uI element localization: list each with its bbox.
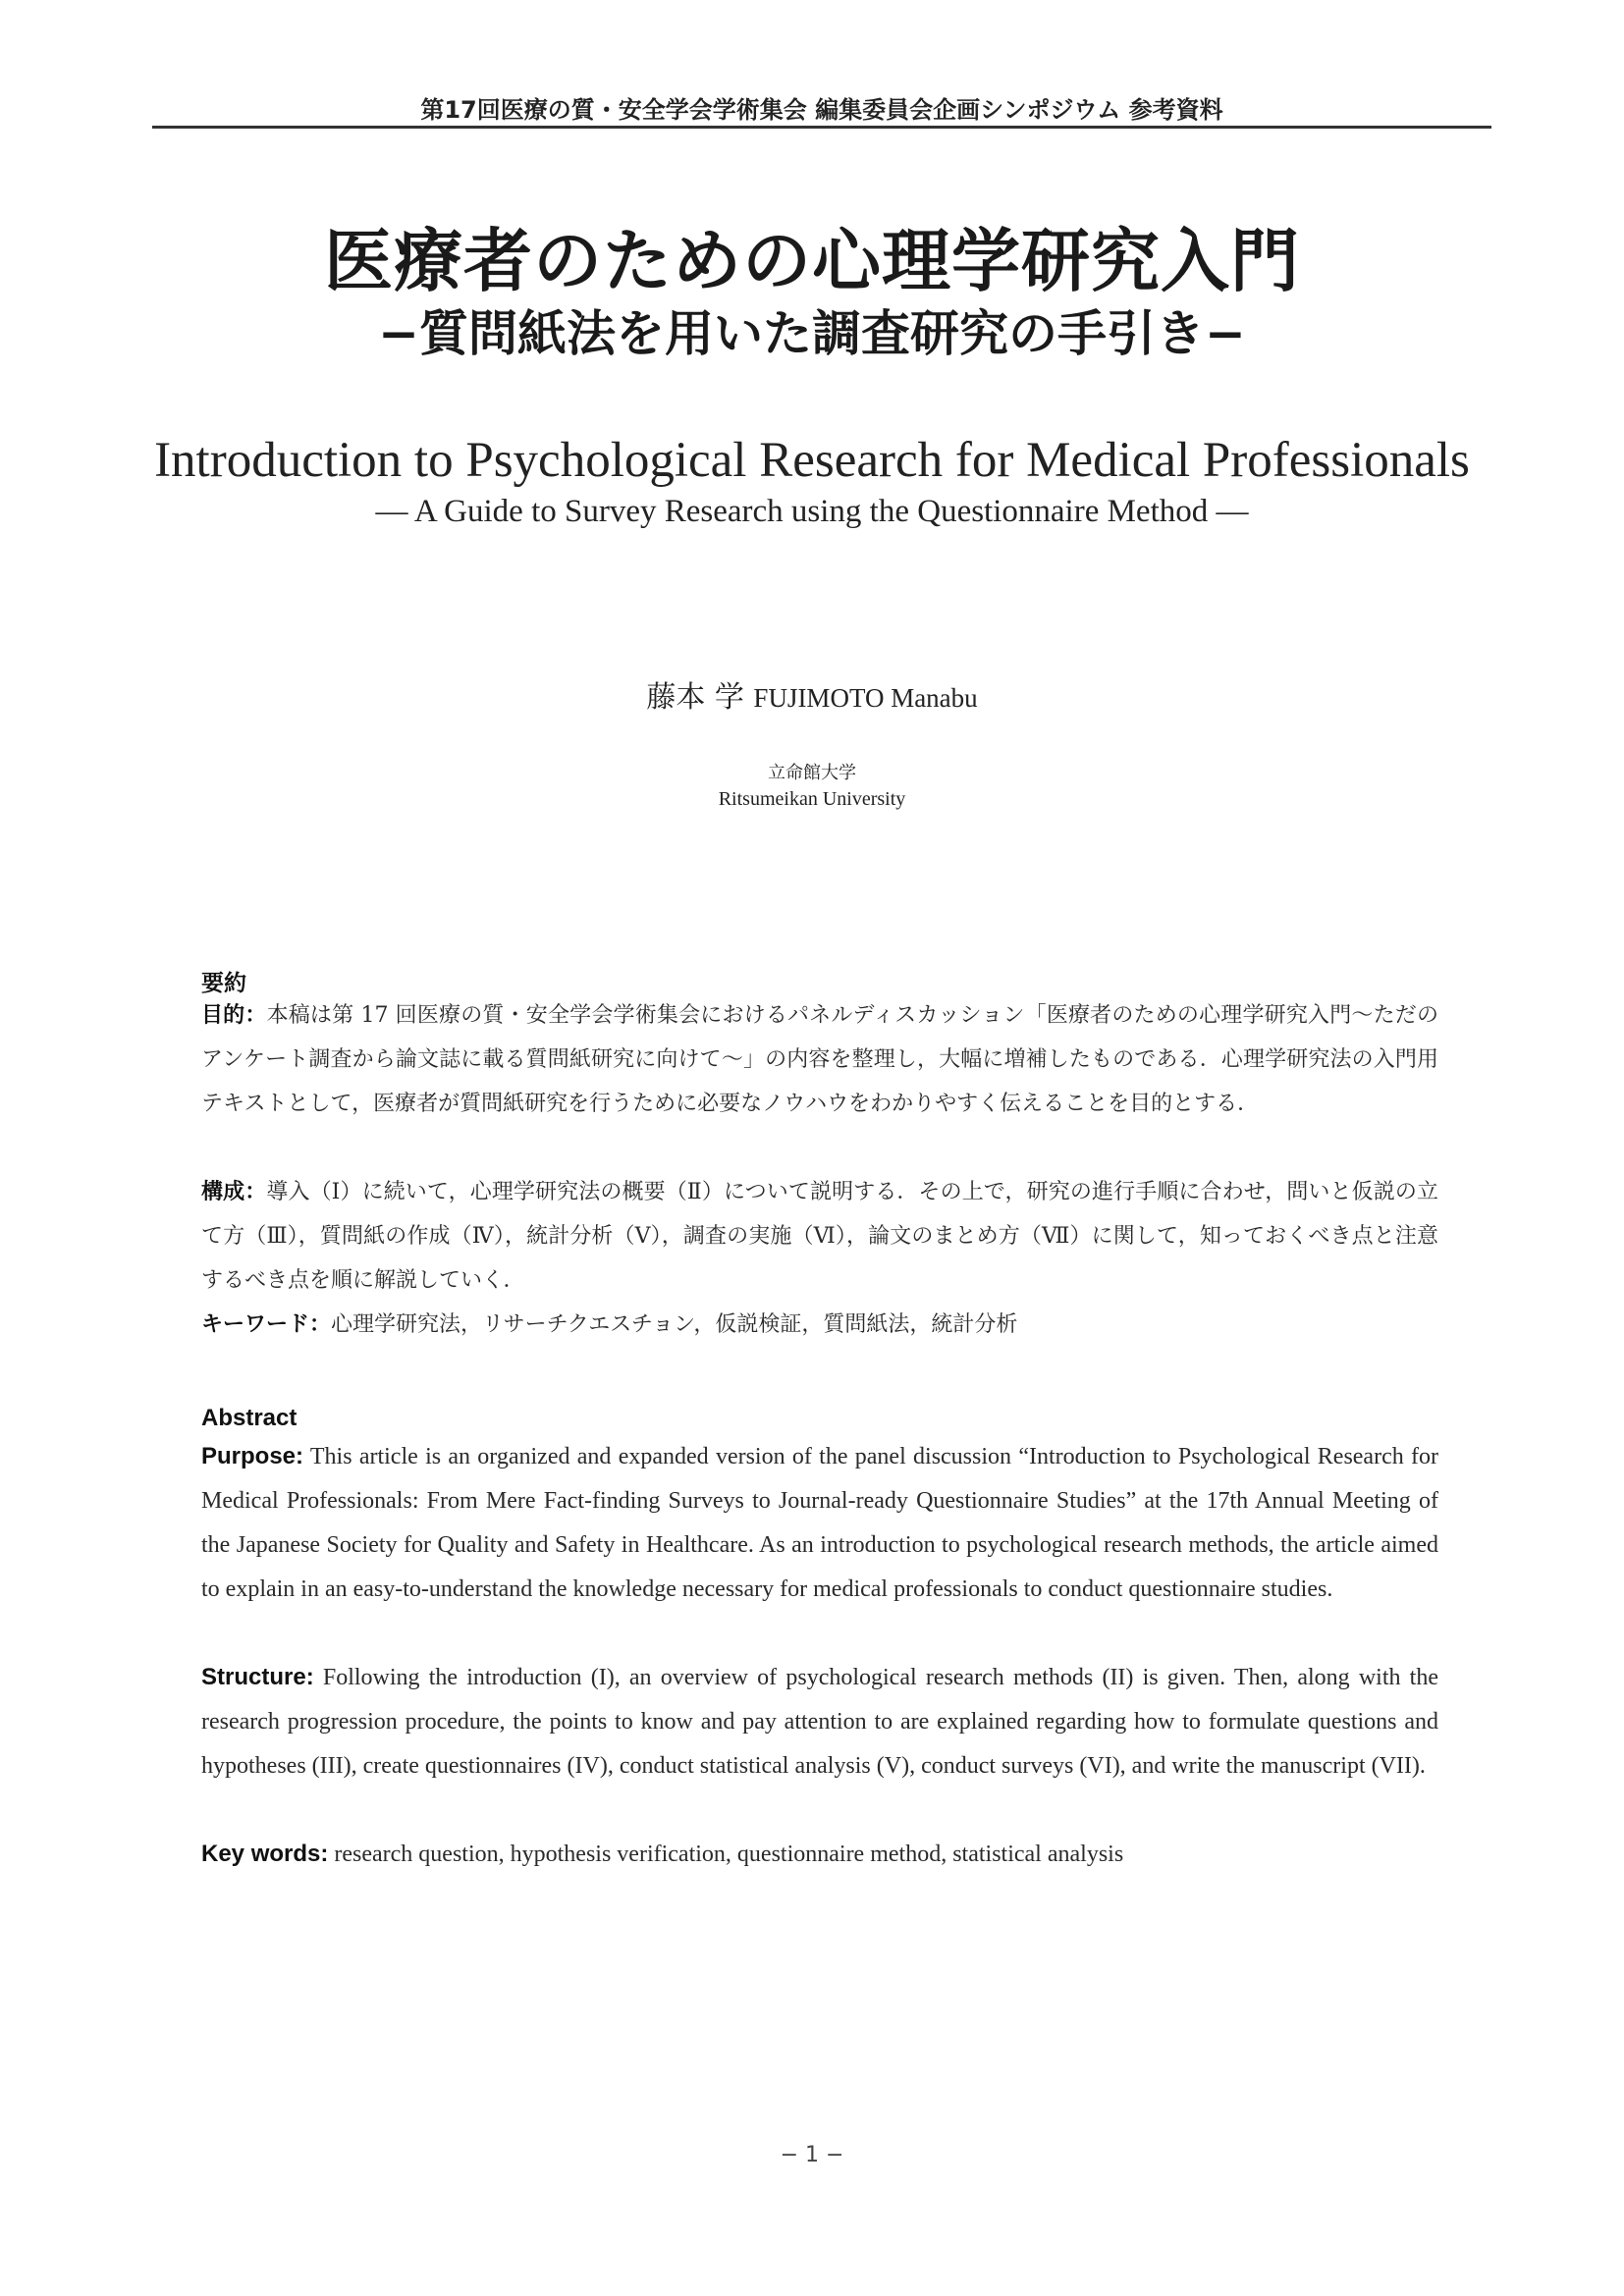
title-english: Introduction to Psychological Research for Medical Professionals [154, 433, 1470, 488]
header-rule [152, 126, 1491, 129]
affiliation-ja: 立命館大学 [768, 763, 856, 783]
summary-purpose-label: 目的： [201, 1003, 267, 1028]
author-name-en: FUJIMOTO Manabu [753, 683, 978, 713]
author-name-ja: 藤本 学 [646, 680, 744, 715]
abstract-keywords [201, 1832, 1438, 1877]
subtitle-english: ― A Guide to Survey Research using the Questionnaire Method ― [375, 494, 1249, 529]
abstract-keywords-text: research question, hypothesis verification, questionnaire method, statistical analysis [334, 1842, 1124, 1867]
summary-heading: 要約 [201, 971, 246, 996]
abstract-purpose [201, 1434, 1438, 1612]
abstract-purpose-text: This article is an organized and expanded version of the panel discussion “Introduction to Psychological Research for Medical Professionals: From Mere Fact-finding Surveys to Journal-ready Questionnaire Studies” at the 17th Annual Meeting of the Japanese Society for Quality and Safety in Healthcare. As an introduction to psychological research methods, the article aimed to explain in an easy-to-understand the knowledge necessary for medical professionals to conduct questionnaire studies. [201, 1444, 1438, 1602]
abstract-structure-text: Following the introduction (I), an overview of psychological research methods (II) is given. Then, along with the research progression procedure, the points to know and pay attention to are explained regarding how to formulate questions and hypotheses (III), create questionnaires (IV), conduct statistical analysis (V), conduct surveys (VI), and write the manuscript (VII). [201, 1665, 1438, 1779]
summary-structure-text: 導入（Ⅰ）に続いて，心理学研究法の概要（Ⅱ）について説明する．その上で，研究の進行手順に合わせ，問いと仮説の立て方（Ⅲ），質問紙の作成（Ⅳ），統計分析（Ⅴ），調査の実施（Ⅵ），論文のまとめ方（Ⅶ）に関して，知っておくべき点と注意するべき点を順に解説していく． [201, 1180, 1438, 1293]
page-number: − 1 − [780, 2143, 844, 2167]
abstract-structure [201, 1655, 1438, 1789]
abstract-heading: Abstract [201, 1405, 298, 1431]
title-japanese: 医療者のための心理学研究入門 [324, 220, 1300, 301]
author-line [98, 672, 1526, 716]
abstract-purpose-label: Purpose: [201, 1443, 304, 1469]
summary-purpose-text: 本稿は第 17 回医療の質・安全学会学術集会におけるパネルディスカッション「医療者のための心理学研究入門〜ただのアンケート調査から論文誌に載る質問紙研究に向けて〜」の内容を整理し，大幅に増補したものである．心理学研究法の入門用テキストとして，医療者が質問紙研究を行うために必要なノウハウをわかりやすく伝えることを目的とする． [201, 1003, 1438, 1116]
summary-keywords [201, 1303, 1438, 1347]
summary-purpose [201, 993, 1438, 1126]
abstract-keywords-label: Key words: [201, 1841, 329, 1867]
summary-structure-label: 構成： [201, 1180, 267, 1204]
subtitle-japanese: −質問紙法を用いた調査研究の手引き− [378, 304, 1246, 362]
abstract-structure-label: Structure: [201, 1664, 314, 1690]
summary-keywords-label: キーワード： [201, 1312, 332, 1337]
running-head: 第17回医療の質・安全学会学術集会 編集委員会企画シンポジウム 参考資料 [420, 96, 1223, 124]
summary-structure [201, 1170, 1438, 1303]
summary-keywords-text: 心理学研究法，リサーチクエスチョン，仮説検証，質問紙法，統計分析 [331, 1312, 1018, 1337]
affiliation-en: Ritsumeikan University [718, 788, 906, 810]
